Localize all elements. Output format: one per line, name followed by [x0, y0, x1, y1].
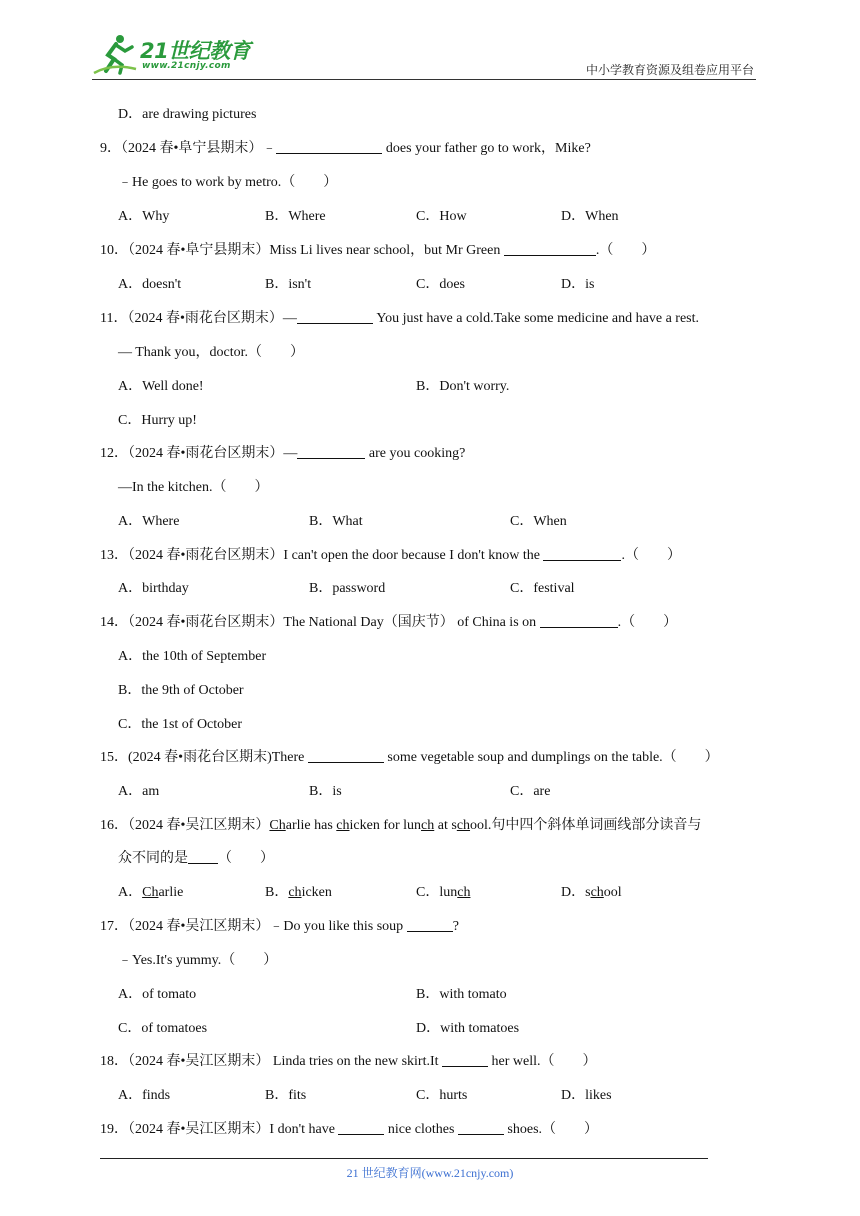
- q15-option-a: A．am: [118, 784, 160, 799]
- q17-option-a: A．of tomato: [118, 987, 197, 1002]
- q17-tail: ?: [452, 919, 459, 934]
- q12-option-a: A．Where: [118, 514, 180, 529]
- q19-text: I don't have: [269, 1122, 339, 1137]
- q16-option-c: [416, 882, 470, 904]
- q15-source: (2024 春•雨花台区期末): [128, 750, 272, 765]
- q11-stem: [100, 308, 699, 330]
- q12-number: 12．: [100, 446, 128, 461]
- q9-stem: [100, 138, 591, 160]
- q16-option-b-underlined: ch: [288, 885, 302, 900]
- q9-source: （2024 春•阜宁县期末）﹣: [121, 141, 277, 156]
- q14-text: The National Day（国庆节） of China is on: [283, 615, 540, 630]
- q9-option-c: C．How: [416, 209, 467, 224]
- platform-title: 中小学教育资源及组卷应用平台: [585, 63, 754, 77]
- q18-options: [0, 1085, 860, 1107]
- q16-option-a: [118, 882, 183, 904]
- site-logo: [92, 33, 262, 77]
- q12-source: （2024 春•雨花台区期末）—: [128, 446, 298, 461]
- q16-option-d-label: D．s: [561, 885, 591, 900]
- q16-line2-text: 众不同的是: [118, 851, 188, 866]
- q16-option-d-rest: ool: [603, 885, 622, 900]
- q15-mid: some vegetable soup and dumplings on the table.（ ）: [383, 750, 719, 765]
- q19-mid: nice clothes: [384, 1122, 458, 1137]
- q11-option-a: A．Well done!: [118, 379, 204, 394]
- q12-option-b: B．What: [309, 514, 363, 529]
- header-divider: [92, 79, 756, 80]
- q18-source: （2024 春•吴江区期末）: [128, 1054, 273, 1069]
- q11-reply: — Thank you，doctor.（ ）: [118, 345, 305, 360]
- q11-option-c: C．Hurry up!: [118, 413, 197, 428]
- q19-tail: shoes.（ ）: [503, 1122, 599, 1137]
- q10-source: （2024 春•阜宁县期末）: [128, 243, 270, 258]
- q16-options: [0, 882, 860, 904]
- q18-tail: her well.（ ）: [488, 1054, 597, 1069]
- q16-option-c-label: C．lun: [416, 885, 458, 900]
- q17-number: 17．: [100, 919, 128, 934]
- q11-source: （2024 春•雨花台区期末）—: [127, 311, 297, 326]
- q13-option-b: B．password: [309, 581, 386, 596]
- q15-option-c: C．are: [510, 784, 551, 799]
- q11-blank: [297, 308, 373, 324]
- q15-options: [0, 781, 860, 803]
- q14-stem: [100, 612, 677, 634]
- q13-source: （2024 春•雨花台区期末）: [128, 548, 284, 563]
- q17-source: （2024 春•吴江区期末）﹣: [128, 919, 284, 934]
- q13-number: 13．: [100, 548, 128, 563]
- q15-blank: [308, 747, 384, 763]
- q16-option-a-label: A．: [118, 885, 143, 900]
- q10-option-d: D．is: [561, 277, 595, 292]
- q14-tail: .（ ）: [617, 615, 678, 630]
- q18-text: Linda tries on the new skirt.It: [272, 1054, 443, 1069]
- q19-number: 19．: [100, 1122, 128, 1137]
- q13-option-c: C．festival: [510, 581, 575, 596]
- runner-logo-icon: [92, 33, 138, 77]
- q14-source: （2024 春•雨花台区期末）: [128, 615, 284, 630]
- q17-text: Do you like this soup: [283, 919, 407, 934]
- q16-word3-underlined: ch: [421, 818, 435, 833]
- q10-options: [0, 274, 860, 296]
- q11-option-b: B．Don't worry.: [416, 379, 510, 394]
- q19-stem: [100, 1119, 598, 1141]
- q17-blank: [407, 916, 453, 932]
- q14-blank: [540, 612, 618, 628]
- q11-options-row1: [0, 376, 860, 398]
- q12-option-c: C．When: [510, 514, 567, 529]
- q15-number: 15．: [100, 750, 128, 765]
- q13-text: I can't open the door because I don't know the: [283, 548, 544, 563]
- q10-stem: [100, 240, 655, 262]
- q19-blank-2: [458, 1119, 504, 1135]
- footer-divider: [100, 1158, 708, 1159]
- q9-options: [0, 206, 860, 228]
- q17-options-row1: [0, 984, 860, 1006]
- q12-options: [0, 511, 860, 533]
- q16-stem-line2: [118, 848, 274, 870]
- q16-word1-underlined: Ch: [269, 818, 286, 833]
- q16-number: 16．: [100, 818, 128, 833]
- q17-option-b: B．with tomato: [416, 987, 507, 1002]
- q13-blank: [543, 545, 621, 561]
- q16-option-d: [561, 882, 622, 904]
- q16-option-b-rest: icken: [301, 885, 332, 900]
- q16-option-c-underlined: ch: [457, 885, 471, 900]
- q13-options: [0, 578, 860, 600]
- q13-tail: .（ ）: [621, 548, 681, 563]
- q14-number: 14．: [100, 615, 128, 630]
- q16-option-b: [265, 882, 332, 904]
- q17-option-c: C．of tomatoes: [118, 1021, 208, 1036]
- q18-blank: [442, 1051, 488, 1067]
- q9-blank: [276, 138, 382, 154]
- q9-option-b: B．Where: [265, 209, 326, 224]
- q13-stem: [100, 545, 681, 567]
- q16-option-b-label: B．: [265, 885, 289, 900]
- q17-reply: ﹣Yes.It's yummy.（ ）: [118, 953, 278, 968]
- q16-word2-rest: icken for lun: [349, 818, 422, 833]
- q18-number: 18．: [100, 1054, 128, 1069]
- q8-option-d: D．are drawing pictures: [118, 107, 257, 122]
- logo-url: www.21cnjy.com: [142, 61, 231, 71]
- q9-text: does your father go to work，Mike?: [382, 141, 591, 156]
- q16-option-a-rest: arlie: [158, 885, 184, 900]
- q9-number: 9．: [100, 141, 121, 156]
- q15-stem: [100, 747, 719, 769]
- q10-number: 10．: [100, 243, 128, 258]
- page-header: [0, 0, 860, 80]
- q10-option-a: A．doesn't: [118, 277, 182, 292]
- q15-option-b: B．is: [309, 784, 342, 799]
- q16-word4-underlined: ch: [456, 818, 471, 833]
- q17-option-d: D．with tomatoes: [416, 1021, 520, 1036]
- q16-source: （2024 春•吴江区期末）: [128, 818, 270, 833]
- q17-options-row2: [0, 1018, 860, 1040]
- q11-number: 11．: [100, 311, 128, 326]
- q9-reply: ﹣He goes to work by metro.（ ）: [118, 175, 338, 190]
- q18-option-c: C．hurts: [416, 1088, 468, 1103]
- q10-tail: .（ ）: [595, 243, 656, 258]
- q11-text: You just have a cold.Take some medicine and have a rest.: [372, 311, 700, 326]
- q12-stem: [100, 443, 465, 465]
- q12-reply: —In the kitchen.（ ）: [118, 480, 269, 495]
- q14-option-a: A．the 10th of September: [118, 649, 267, 664]
- q16-word1-rest: arlie has: [285, 818, 337, 833]
- q18-option-b: B．fits: [265, 1088, 307, 1103]
- logo-text: 21世纪教育: [140, 39, 251, 63]
- q9-option-d: D．When: [561, 209, 619, 224]
- q16-word3-rest: at s: [434, 818, 457, 833]
- q18-option-d: D．likes: [561, 1088, 612, 1103]
- q16-blank: [188, 848, 218, 864]
- q15-text: There: [271, 750, 308, 765]
- q16-word4-rest: ool.句中四个斜体单词画线部分读音与: [470, 818, 702, 833]
- q10-option-c: C．does: [416, 277, 465, 292]
- q14-option-c: C．the 1st of October: [118, 717, 243, 732]
- q12-text: are you cooking?: [365, 446, 466, 461]
- q10-blank: [504, 240, 596, 256]
- q9-option-a: A．Why: [118, 209, 170, 224]
- q16-option-d-underlined: ch: [590, 885, 604, 900]
- q16-line2-tail: （ ）: [218, 851, 274, 866]
- q18-option-a: A．finds: [118, 1088, 171, 1103]
- footer-text: 21 世纪教育网(www.21cnjy.com): [346, 1166, 514, 1180]
- q16-option-a-underlined: Ch: [142, 885, 159, 900]
- q12-blank: [297, 443, 365, 459]
- q13-option-a: A．birthday: [118, 581, 189, 596]
- q17-stem: [100, 916, 459, 938]
- q16-stem: [100, 815, 701, 837]
- q10-text: Miss Li lives near school，but Mr Green: [269, 243, 504, 258]
- q14-option-b: B．the 9th of October: [118, 683, 244, 698]
- q18-stem: [100, 1051, 597, 1073]
- q16-word2-underlined: ch: [336, 818, 350, 833]
- q19-blank-1: [338, 1119, 384, 1135]
- q10-option-b: B．isn't: [265, 277, 312, 292]
- q19-source: （2024 春•吴江区期末）: [128, 1122, 270, 1137]
